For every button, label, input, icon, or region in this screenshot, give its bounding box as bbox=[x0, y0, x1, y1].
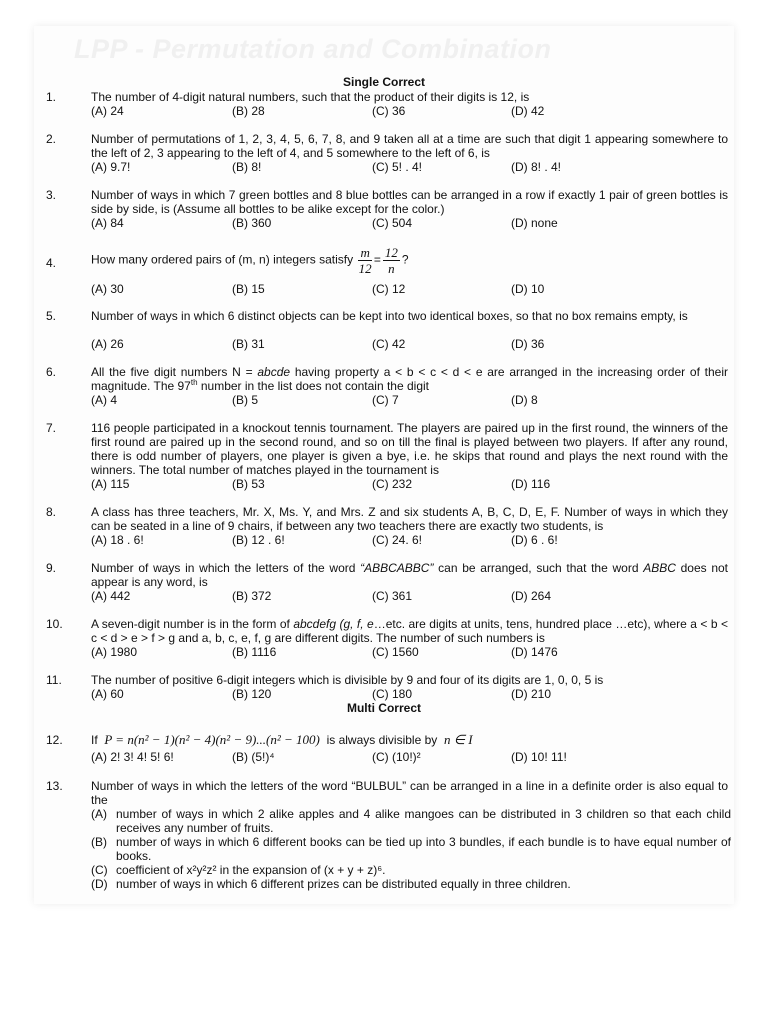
question-mark: ? bbox=[401, 252, 409, 267]
option-b[interactable]: (B) 28 bbox=[232, 104, 265, 118]
option-c[interactable]: (C) 361 bbox=[372, 589, 413, 603]
option-label: (C) bbox=[91, 863, 108, 877]
option-d[interactable]: (D) 42 bbox=[511, 104, 545, 118]
question-text: Number of ways in which 7 green bottles and 8 blue bottles can be arranged in a row if exactly 1 pair of green bottles is side by side, is (Assume all bottles to be alike except for the color.) bbox=[91, 188, 728, 216]
question-text-part: Number of ways in which the letters of the word bbox=[91, 561, 361, 575]
option-d[interactable]: (D) none bbox=[511, 216, 558, 230]
question-text-part: number in the list does not contain the digit bbox=[197, 379, 430, 393]
question-text-italic: ABBC bbox=[643, 561, 676, 575]
options-row bbox=[91, 160, 731, 174]
question-text: Number of ways in which the letters of the word “BULBUL” can be arranged in a line in a definite order is also equal to the bbox=[91, 779, 728, 807]
option-label: (A) bbox=[91, 807, 107, 821]
question-text: Number of permutations of 1, 2, 3, 4, 5, 6, 7, 8, and 9 taken all at a time are such that digit 1 appearing somewhere to the left of 2, 3 appearing to the left of 4, and 5 somewhere to the left of 6, is bbox=[91, 132, 728, 160]
option-text: number of ways in which 6 different books can be tied up into 3 bundles, if each bundle is to have equal number of books. bbox=[116, 835, 731, 863]
product-formula: P = n(n² − 1)(n² − 4)(n² − 9)...(n² − 100) bbox=[104, 732, 320, 747]
option-c[interactable]: (C) 5! . 4! bbox=[372, 160, 423, 174]
option-label: (B) bbox=[91, 835, 107, 849]
option-a[interactable]: (A) 442 bbox=[91, 589, 131, 603]
question-number: 2. bbox=[46, 132, 57, 146]
question-text-part: does not appear is any word, is bbox=[91, 561, 728, 589]
option-text: number of ways in which 6 different prizes can be distributed equally in three children. bbox=[116, 877, 571, 891]
options-row bbox=[91, 687, 731, 701]
option-a[interactable]: (A) 84 bbox=[91, 216, 124, 230]
options-row bbox=[91, 533, 731, 547]
question-number: 8. bbox=[46, 505, 57, 519]
question-text: 116 people participated in a knockout tennis tournament. The players are paired up in the first round, the winners of the first round are paired up in the second round, and so on till the final is played between two players. If after any round, there is odd number of players, one player is given a bye, i.e. he skips that round and plays the next round with the winners. The total number of matches played in the tournament is bbox=[91, 421, 728, 477]
option-b[interactable]: (B) 53 bbox=[232, 477, 265, 491]
question-number: 6. bbox=[46, 365, 57, 379]
option-text: number of ways in which 2 alike apples and 4 alike mangoes can be distributed in 3 children so that each child receives any number of fruits. bbox=[116, 807, 731, 835]
question-text bbox=[91, 733, 728, 747]
question-number: 11. bbox=[46, 673, 62, 687]
option-b[interactable]: (B) 31 bbox=[232, 337, 265, 351]
option-a[interactable]: (A) 1980 bbox=[91, 645, 138, 659]
option-a[interactable]: (A) 24 bbox=[91, 104, 124, 118]
integer-condition: n ∈ I bbox=[443, 732, 473, 747]
option-a[interactable]: (A) 9.7! bbox=[91, 160, 131, 174]
options-row bbox=[91, 645, 731, 659]
question-number: 13. bbox=[46, 779, 63, 793]
question-text-part: is always divisible by bbox=[326, 733, 438, 747]
fraction-numerator: m bbox=[360, 245, 370, 260]
question-text-italic: abcdefg (g, f, e bbox=[293, 617, 374, 631]
option-b[interactable]: (B) 5 bbox=[232, 393, 259, 407]
section-heading-multi-correct: Multi Correct bbox=[346, 701, 421, 715]
question-text: The number of 4-digit natural numbers, such that the product of their digits is 12, is bbox=[91, 90, 530, 104]
question-text bbox=[91, 365, 728, 393]
option-b[interactable]: (B) 12 . 6! bbox=[232, 533, 285, 547]
question-number: 12. bbox=[46, 733, 63, 747]
option-d[interactable]: (D) 116 bbox=[511, 477, 551, 491]
option-c[interactable]: (C) 180 bbox=[372, 687, 413, 701]
fraction-numerator: 12 bbox=[384, 245, 398, 260]
option-d[interactable]: (D) 210 bbox=[511, 687, 552, 701]
options-row bbox=[91, 104, 731, 118]
option-a[interactable]: (A) 18 . 6! bbox=[91, 533, 144, 547]
faded-page-title: LPP - Permutation and Combination bbox=[74, 34, 552, 64]
options-row bbox=[91, 282, 731, 296]
option-c[interactable]: (C) 232 bbox=[372, 477, 413, 491]
option-c[interactable]: (C) 7 bbox=[372, 393, 399, 407]
option-b[interactable]: (B) (5!)⁴ bbox=[232, 750, 275, 764]
question-text-part: …etc. are digits at units, tens, hundred place …etc), where a < b < c < d > e > f > g and a, b, c, e, f, g are different digits. The number of such numbers is bbox=[91, 617, 728, 645]
option-b[interactable]: (B) 15 bbox=[232, 282, 265, 296]
fraction-12-over-n bbox=[383, 245, 400, 276]
fraction-m-over-12 bbox=[358, 245, 371, 276]
equals-sign: = bbox=[373, 252, 381, 267]
options-list bbox=[91, 807, 731, 891]
question-text-italic: “ABBCABBC” bbox=[360, 561, 434, 575]
question-text-part: All the five digit numbers N = bbox=[91, 365, 258, 379]
option-a[interactable]: (A) 30 bbox=[91, 282, 124, 296]
option-c[interactable]: (C) 24. 6! bbox=[372, 533, 423, 547]
option-d[interactable]: (D) 6 . 6! bbox=[511, 533, 558, 547]
question-text bbox=[91, 561, 728, 589]
question-text-part: can be arranged, such that the word bbox=[433, 561, 644, 575]
option-c[interactable]: (C) 12 bbox=[372, 282, 406, 296]
question-number: 5. bbox=[46, 309, 57, 323]
option-b[interactable]: (B) 372 bbox=[232, 589, 272, 603]
option-a[interactable]: (A) 60 bbox=[91, 687, 124, 701]
question-number: 10. bbox=[46, 617, 63, 631]
options-row bbox=[91, 477, 731, 491]
question-number: 1. bbox=[46, 90, 57, 104]
options-row bbox=[91, 589, 731, 603]
option-d[interactable]: (D) 10 bbox=[511, 282, 545, 296]
option-text: coefficient of x²y²z² in the expansion of (x + y + z)⁶. bbox=[116, 863, 386, 877]
option-a[interactable]: (A) 115 bbox=[91, 477, 130, 491]
question-text-lead: How many ordered pairs of (m, n) integers satisfy bbox=[91, 252, 354, 267]
option-a[interactable]: (A) 26 bbox=[91, 337, 124, 351]
question-text bbox=[91, 245, 728, 276]
option-c[interactable] bbox=[91, 863, 731, 877]
fraction-denominator: 12 bbox=[358, 261, 372, 276]
option-d[interactable]: (D) 10! 11! bbox=[511, 750, 567, 764]
question-text: A class has three teachers, Mr. X, Ms. Y, and Mrs. Z and six students A, B, C, D, E, F. Number of ways in which they can be seated in a line of 9 chairs, if between any two teachers there are exactly two students, is bbox=[91, 505, 728, 533]
option-d[interactable] bbox=[91, 877, 731, 891]
question-text-part: A seven-digit number is in the form of bbox=[91, 617, 294, 631]
option-c[interactable]: (C) 42 bbox=[372, 337, 406, 351]
option-label: (D) bbox=[91, 877, 108, 891]
option-b[interactable] bbox=[91, 835, 731, 863]
ordinal-superscript: th bbox=[190, 378, 198, 387]
section-heading-single-correct: Single Correct bbox=[342, 75, 426, 89]
option-c[interactable]: (C) 1560 bbox=[372, 645, 419, 659]
question-number: 3. bbox=[46, 188, 57, 202]
question-text: The number of positive 6-digit integers which is divisible by 9 and four of its digits are 1, 0, 0, 5 is bbox=[91, 673, 604, 687]
fraction-denominator: n bbox=[388, 261, 395, 276]
question-number: 7. bbox=[46, 421, 57, 435]
question-number: 9. bbox=[46, 561, 57, 575]
option-d[interactable]: (D) 1476 bbox=[511, 645, 558, 659]
question-text-italic: abcde bbox=[257, 365, 291, 379]
options-row bbox=[91, 393, 731, 407]
question-number: 4. bbox=[46, 256, 57, 270]
option-a[interactable]: (A) 2! 3! 4! 5! 6! bbox=[91, 750, 174, 764]
option-c[interactable]: (C) 36 bbox=[372, 104, 406, 118]
question-text-part: having property a < b < c < d < e are arranged in the increasing order of their magnitude. The 97 bbox=[91, 365, 728, 393]
option-c[interactable]: (C) 504 bbox=[372, 216, 413, 230]
option-d[interactable]: (D) 36 bbox=[511, 337, 545, 351]
option-b[interactable]: (B) 120 bbox=[232, 687, 272, 701]
option-a[interactable]: (A) 4 bbox=[91, 393, 118, 407]
options-row bbox=[91, 216, 731, 230]
option-b[interactable]: (B) 360 bbox=[232, 216, 272, 230]
option-a[interactable] bbox=[91, 807, 731, 835]
option-d[interactable]: (D) 8 bbox=[511, 393, 538, 407]
question-text-if: If bbox=[91, 733, 98, 747]
option-d[interactable]: (D) 264 bbox=[511, 589, 552, 603]
options-row bbox=[91, 337, 731, 351]
option-c[interactable]: (C) (10!)² bbox=[372, 750, 421, 764]
options-row bbox=[91, 750, 731, 764]
question-text bbox=[91, 617, 728, 645]
question-text: Number of ways in which 6 distinct objects can be kept into two identical boxes, so that no box remains empty, is bbox=[91, 309, 688, 323]
option-b[interactable]: (B) 8! bbox=[232, 160, 262, 174]
option-b[interactable]: (B) 1116 bbox=[232, 645, 277, 659]
option-d[interactable]: (D) 8! . 4! bbox=[511, 160, 562, 174]
